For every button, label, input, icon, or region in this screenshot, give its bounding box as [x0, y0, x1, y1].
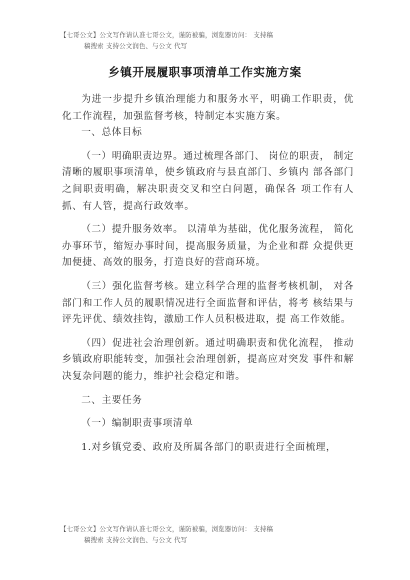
- bottom-watermark-banner: [60, 524, 360, 546]
- goal-3-paragraph: （三）强化监督考核。建立科学合理的监督考核机制， 对各部门和工作人员的履职情况进行全面监督和评估，将考 核结果与评先评优、绩效挂钩，激励工作人员积极进取，提 高工作效能。: [62, 280, 354, 326]
- top-banner-line-1: 【七哥公文】公文写作请认准七哥公文，谨防被骗，浏览器访问： 支持稿: [60, 31, 274, 39]
- document-body: [62, 92, 354, 456]
- bottom-banner-line-1: 【七哥公文】公文写作请认准七哥公文，谨防被骗，浏览器访问： 支持稿: [60, 525, 274, 533]
- top-watermark-banner: [60, 30, 360, 52]
- task-1-item-1: 1.对乡镇党委、政府及所属各部门的职责进行全面梳理，: [81, 441, 337, 453]
- bottom-banner-line-2: 稿搜索 支持公文润色、与公文 代写: [84, 536, 188, 544]
- document-title: 乡镇开展履职事项清单工作实施方案: [108, 65, 302, 79]
- goal-2-paragraph: （二）提升服务效率。 以清单为基础，优化服务流程， 简化办事环节，缩短办事时间，提高服务质量，为企业和群 众提供更加便捷、高效的服务，打造良好的营商环境。: [62, 224, 354, 269]
- intro-paragraph: 为进一步提升乡镇治理能力和服务水平，明确工作职责，优化工作流程，加强监督考核，特制定本实施方案。: [62, 94, 354, 122]
- goal-1-paragraph: （一）明确职责边界。通过梳理各部门、 岗位的职责， 制定清晰的履职事项清单，使乡镇政府与县直部门、乡镇内 部各部门之间职责明确，解决职责交叉和空白问题，确保各 项工作有人抓、有人管，提高行政效率。: [62, 150, 354, 212]
- task-1-heading: （一）编制职责事项清单: [81, 418, 194, 430]
- top-banner-line-2: 稿搜索 支持公文润色、与公文 代写: [84, 42, 188, 50]
- section-1-heading: 一、总体目标: [81, 127, 143, 139]
- goal-4-paragraph: （四）促进社会治理创新。通过明确职责和优化流程， 推动乡镇政府职能转变，加强社会治理创新，提高应对突发 事件和解决复杂问题的能力，维护社会稳定和谐。: [62, 337, 354, 382]
- section-2-heading: 二、主要任务: [81, 394, 143, 406]
